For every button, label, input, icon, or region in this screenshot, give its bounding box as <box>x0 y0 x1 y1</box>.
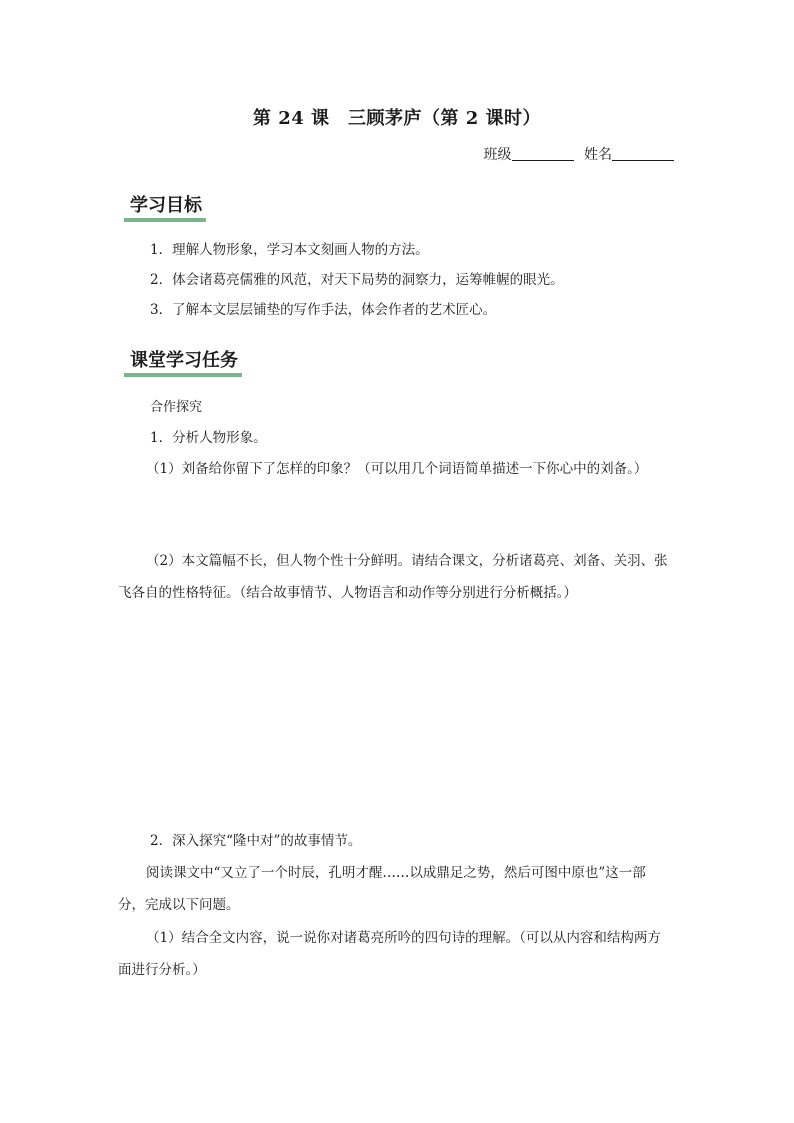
page-title: 第 24 课 三顾茅庐（第 2 课时） <box>252 108 542 129</box>
task2-question-1-line2: 面进行分析。） <box>118 962 206 978</box>
tasks-heading-text: 课堂学习任务 <box>130 350 238 371</box>
subheading-cooperative-inquiry: 合作探究 <box>150 400 203 415</box>
task1-question-2-line1: （2）本文篇幅不长，但人物个性十分鲜明。请结合课文，分析诸葛亮、刘备、关羽、张 <box>146 553 668 569</box>
class-blank[interactable] <box>512 146 574 161</box>
name-label: 姓名 <box>584 147 612 163</box>
objectives-heading <box>124 194 206 218</box>
objectives-heading-underline <box>124 218 206 222</box>
tasks-heading-underline <box>124 373 242 377</box>
task1-question-2-line2: 飞各自的性格特征。（结合故事情节、人物语言和动作等分别进行分析概括。） <box>118 585 577 601</box>
task1-question-1: （1）刘备给你留下了怎样的印象？（可以用几个词语简单描述一下你心中的刘备。） <box>146 461 648 477</box>
name-blank[interactable] <box>612 146 674 161</box>
student-info <box>484 144 674 164</box>
tasks-heading <box>124 349 242 373</box>
class-label: 班级 <box>483 147 512 163</box>
task2-title: 2．深入探究“隆中对”的故事情节。 <box>150 833 362 849</box>
task2-intro-line2: 分，完成以下问题。 <box>118 897 240 913</box>
task2-question-1-line1: （1）结合全文内容，说一说你对诸葛亮所吟的四句诗的理解。（可以从内容和结构两方 <box>146 930 661 946</box>
objective-item: 2．体会诸葛亮儒雅的风范，对天下局势的洞察力，运筹帷幄的眼光。 <box>150 272 564 288</box>
objective-item: 1．理解人物形象，学习本文刻画人物的方法。 <box>150 242 429 258</box>
objective-item: 3．了解本文层层铺垫的写作手法，体会作者的艺术匠心。 <box>150 302 497 318</box>
objectives-heading-text: 学习目标 <box>130 195 202 216</box>
task2-intro-line1: 阅读课文中“又立了一个时辰，孔明才醒……以成鼎足之势，然后可图中原也”这一部 <box>146 865 646 881</box>
task1-title: 1．分析人物形象。 <box>150 430 267 446</box>
